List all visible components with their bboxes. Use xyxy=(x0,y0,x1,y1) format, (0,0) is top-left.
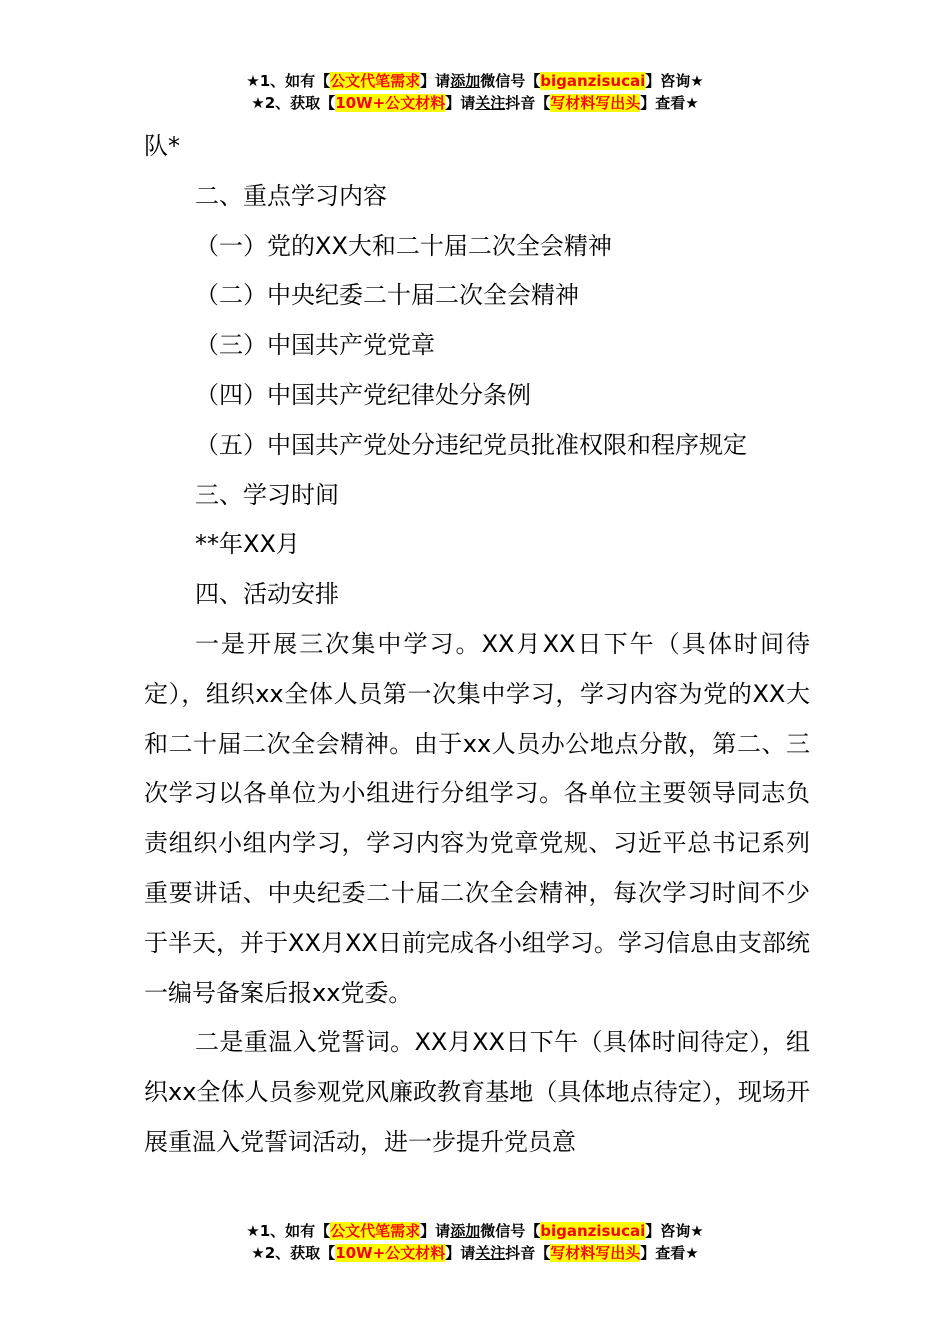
banner-text: ★2、获取【 xyxy=(251,1244,336,1262)
banner-text: 微信号【 xyxy=(480,72,541,90)
banner-text: 抖音【 xyxy=(505,94,551,112)
list-item: （二）中央纪委二十届二次全会精神 xyxy=(195,281,579,310)
banner-line-2 xyxy=(0,1242,950,1264)
body-paragraph: 二是重温入党誓词。XX月XX日下午（具体时间待定），组织xx全体人员参观党风廉政教育基地（具体地点待定），现场开展重温入党誓词活动，进一步提升党员意 xyxy=(144,1028,810,1156)
banner-text: ★1、如有【 xyxy=(246,72,331,90)
banner-line-2 xyxy=(0,92,950,114)
section-heading: 二、重点学习内容 xyxy=(195,181,387,210)
banner-underline: 添加 xyxy=(450,72,481,90)
banner-text: 】请 xyxy=(445,1244,476,1262)
text-line: **年XX月 xyxy=(195,530,300,559)
banner-highlight: 公文代笔需求 xyxy=(330,72,421,90)
section-heading: 四、活动安排 xyxy=(195,580,339,609)
banner-highlight: 写材料写出头 xyxy=(550,94,641,112)
banner-underline: 关注 xyxy=(475,1244,506,1262)
banner-highlight: 写材料写出头 xyxy=(550,1244,641,1262)
banner-text: ★2、获取【 xyxy=(251,94,336,112)
document-body xyxy=(144,122,810,1168)
banner-underline: 关注 xyxy=(475,94,506,112)
text-line: 队* xyxy=(144,132,180,160)
banner-text: 】请 xyxy=(420,1222,451,1240)
banner-highlight: biganzisucai xyxy=(540,1222,646,1240)
banner-underline: 添加 xyxy=(450,1222,481,1240)
header-banner xyxy=(0,70,950,114)
list-item: （三）中国共产党党章 xyxy=(195,331,435,360)
banner-text: 】查看★ xyxy=(640,1244,699,1262)
banner-line-1 xyxy=(0,1220,950,1242)
banner-text: 】请 xyxy=(445,94,476,112)
banner-highlight: 10W+公文材料 xyxy=(335,94,446,112)
banner-highlight: 10W+公文材料 xyxy=(335,1244,446,1262)
banner-line-1 xyxy=(0,70,950,92)
banner-text: 】查看★ xyxy=(640,94,699,112)
banner-text: ★1、如有【 xyxy=(246,1222,331,1240)
banner-highlight: biganzisucai xyxy=(540,72,646,90)
section-heading: 三、学习时间 xyxy=(195,480,339,509)
list-item: （五）中国共产党处分违纪党员批准权限和程序规定 xyxy=(195,430,747,459)
banner-text: 】咨询★ xyxy=(645,1222,704,1240)
list-item: （四）中国共产党纪律处分条例 xyxy=(195,380,531,409)
banner-highlight: 公文代笔需求 xyxy=(330,1222,421,1240)
banner-text: 】请 xyxy=(420,72,451,90)
banner-text: 微信号【 xyxy=(480,1222,541,1240)
list-item: （一）党的XX大和二十届二次全会精神 xyxy=(195,231,612,260)
banner-text: 抖音【 xyxy=(505,1244,551,1262)
footer-banner xyxy=(0,1220,950,1264)
banner-text: 】咨询★ xyxy=(645,72,704,90)
body-paragraph: 一是开展三次集中学习。XX月XX日下午（具体时间待定），组织xx全体人员第一次集中学习，学习内容为党的XX大和二十届二次全会精神。由于xx人员办公地点分散，第二、三次学习以各单位为小组进行分组学习。各单位主要领导同志负责组织小组内学习，学习内容为党章党规、习近平总书记系列重要讲话、中央纪委二十届二次全会精神，每次学习时间不少于半天，并于XX月XX日前完成各小组学习。学习信息由支部统一编号备案后报xx党委。 xyxy=(144,629,810,1007)
